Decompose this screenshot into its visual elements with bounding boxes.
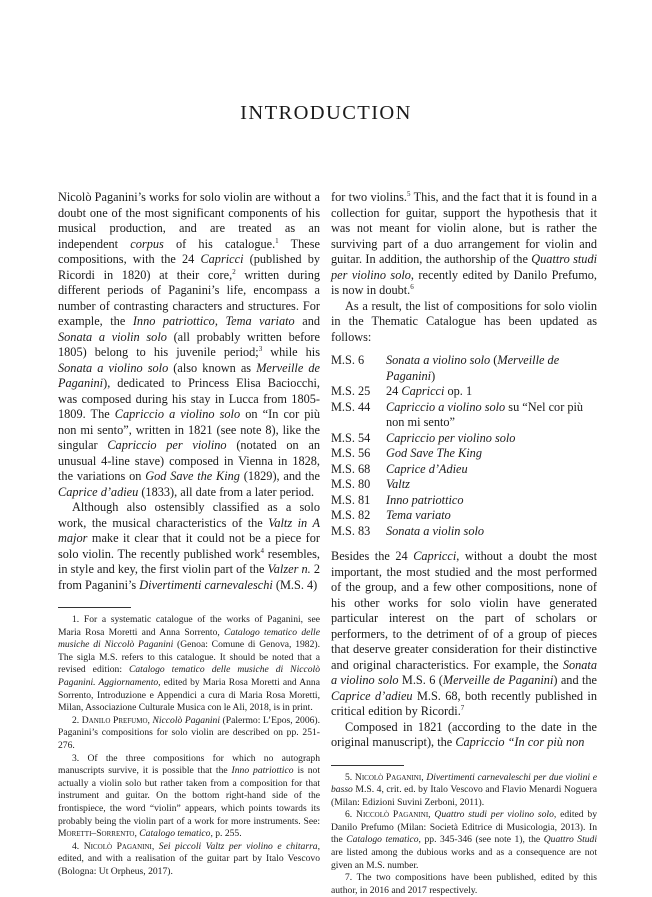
catalogue-title: Valtz [386,477,597,493]
catalogue-row [331,462,597,478]
footnote-divider [331,765,404,766]
catalogue-title: Capriccio a violino solo su “Nel cor più non mi sento” [386,400,597,431]
paragraph: As a result, the list of compositions for solo violin in the Thematic Catalogue has been updated as follows: [331,299,597,346]
catalogue-number: M.S. 56 [331,446,386,462]
paragraph: 3. Of the three compositions for which no autograph manuscripts survive, it is possible that the Inno patriottico is not actually a violin solo but rather taken from a composition for that instrument and guitar. On the bottom right-hand side of the frontispiece, the word “violin” appears, which points towards its probably being the violin part of a work for more instruments. See: Moretti–Sorrento, Catalogo tematico, p. 255. [58,753,320,841]
catalogue-list [331,353,597,539]
catalogue-title: Caprice d’Adieu [386,462,597,478]
paragraph: 5. Nicolò Paganini, Divertimenti carnevaleschi per due violini e basso M.S. 4, crit. ed. by Italo Vescovo and Flavio Menardi Noguera (Milan: Edizioni Suvini Zerboni, 2011). [331,772,597,810]
left-body-text [58,190,320,593]
paragraph: 1. For a systematic catalogue of the works of Paganini, see Maria Rosa Moretti and Anna Sorrento, Catalogo tematico delle musiche di Niccolò Paganini (Genoa: Comune di Genova, 1982). The sigla M.S. refers to this catalogue. It should be noted that a revised edition: Catalogo tematico delle musiche di Niccolò Paganini. Aggiornamento, edited by Maria Rosa Moretti and Anna Sorrento, Introduzione e Appendici a cura di Maria Rosa Moretti, Milan, Associazione Culturale Musica con le Ali, 2018, is in print. [58,614,320,715]
paragraph: Nicolò Paganini’s works for solo violin are without a doubt one of the most significant components of his musical production, and are treated as an independent corpus of his catalogue.$^1$ These compositions, with the 24 Capricci (published by Ricordi in 1820) at their core,$^2$ written during different periods of Paganini’s life, encompass a number of contrasting characters and structures. For example, the Inno patriottico, Tema variato and Sonata a violin solo (all probably written before 1805) belong to his juvenile period;$^3$ while his Sonata a violino solo (also known as Merveille de Paganini), dedicated to Princess Elisa Baciocchi, was composed during his stay in Lucca from 1805-1809. The Capriccio a violino solo on “In cor più non mi sento”, written in 1821 (see note 8), like the singular Capriccio per violino (notated on an unusual 4-line stave) composed in Vienna in 1828, the variations on God Save the King (1829), and the Caprice d’adieu (1833), all date from a later period. [58,190,320,500]
paragraph: 6. Niccolò Paganini, Quattro studi per violino solo, edited by Danilo Prefumo (Milan: Società Editrice di Musicologia, 2013). In the Catalogo tematico, pp. 345-346 (see note 1), the Quattro Studi are listed among the dubious works and as a consequence are not given an M.S. number. [331,809,597,872]
catalogue-title: Tema variato [386,508,597,524]
catalogue-number: M.S. 25 [331,384,386,400]
catalogue-number: M.S. 82 [331,508,386,524]
catalogue-title: God Save The King [386,446,597,462]
left-column [58,190,320,878]
catalogue-title: 24 Capricci op. 1 [386,384,597,400]
catalogue-row [331,524,597,540]
catalogue-number: M.S. 44 [331,400,386,431]
catalogue-row [331,446,597,462]
catalogue-row [331,384,597,400]
footnote-divider [58,607,131,608]
paragraph: 2. Danilo Prefumo, Niccolò Paganini (Palermo: L’Epos, 2006). Paganini’s compositions for solo violin are described on pp. 251-276. [58,715,320,753]
paragraph: for two violins.$^5$ This, and the fact that it is found in a collection for guitar, support the hypothesis that it was not meant for violin alone, but is rather the surviving part of a duo arrangement for violin and guitar. In addition, the authorship of the Quattro studi per violino solo, recently edited by Danilo Prefumo, is now in doubt.$^6$ [331,190,597,299]
right-body-text-intro [331,190,597,345]
catalogue-row [331,508,597,524]
catalogue-row [331,400,597,431]
catalogue-number: M.S. 80 [331,477,386,493]
catalogue-row [331,477,597,493]
paragraph: 4. Nicolò Paganini, Sei piccoli Valtz per violino e chitarra, edited, and with a realisation of the guitar part by Italo Vescovo (Bologna: Ut Orpheus, 2017). [58,841,320,879]
catalogue-number: M.S. 83 [331,524,386,540]
catalogue-title: Sonata a violino solo (Merveille de Paganini) [386,353,597,384]
paragraph: Although also ostensibly classified as a solo work, the musical characteristics of the Valtz in A major make it clear that it could not be a piece for solo violin. The recently published work$^4$ resembles, in style and key, the first violin part of the Valzer n. 2 from Paganini’s Divertimenti carnevaleschi (M.S. 4) [58,500,320,593]
catalogue-number: M.S. 68 [331,462,386,478]
page-title: INTRODUCTION [0,102,652,125]
catalogue-number: M.S. 81 [331,493,386,509]
catalogue-row [331,431,597,447]
catalogue-row [331,493,597,509]
catalogue-row [331,353,597,384]
left-footnotes [58,614,320,878]
paragraph: 7. The two compositions have been published, edited by this author, in 2016 and 2017 respectively. [331,872,597,897]
catalogue-title: Capriccio per violino solo [386,431,597,447]
catalogue-number: M.S. 6 [331,353,386,384]
paragraph: Besides the 24 Capricci, without a doubt the most important, the most studied and the most performed of the group, and a few other compositions, none of his other works for solo violin have generated particular interest on the part of scholars or performers, to the detriment of of a group of pieces that deserve greater consideration for their distinctive and original characteristics. For example, the Sonata a violino solo M.S. 6 (Merveille de Paganini) and the Caprice d’adieu M.S. 68, both recently published in critical edition by Ricordi.$^7$ [331,549,597,720]
catalogue-title: Inno patriottico [386,493,597,509]
right-footnotes [331,772,597,897]
right-body-text-continued [331,549,597,751]
catalogue-number: M.S. 54 [331,431,386,447]
right-column [331,190,597,897]
catalogue-title: Sonata a violin solo [386,524,597,540]
paragraph: Composed in 1821 (according to the date in the original manuscript), the Capriccio “In cor più non [331,720,597,751]
